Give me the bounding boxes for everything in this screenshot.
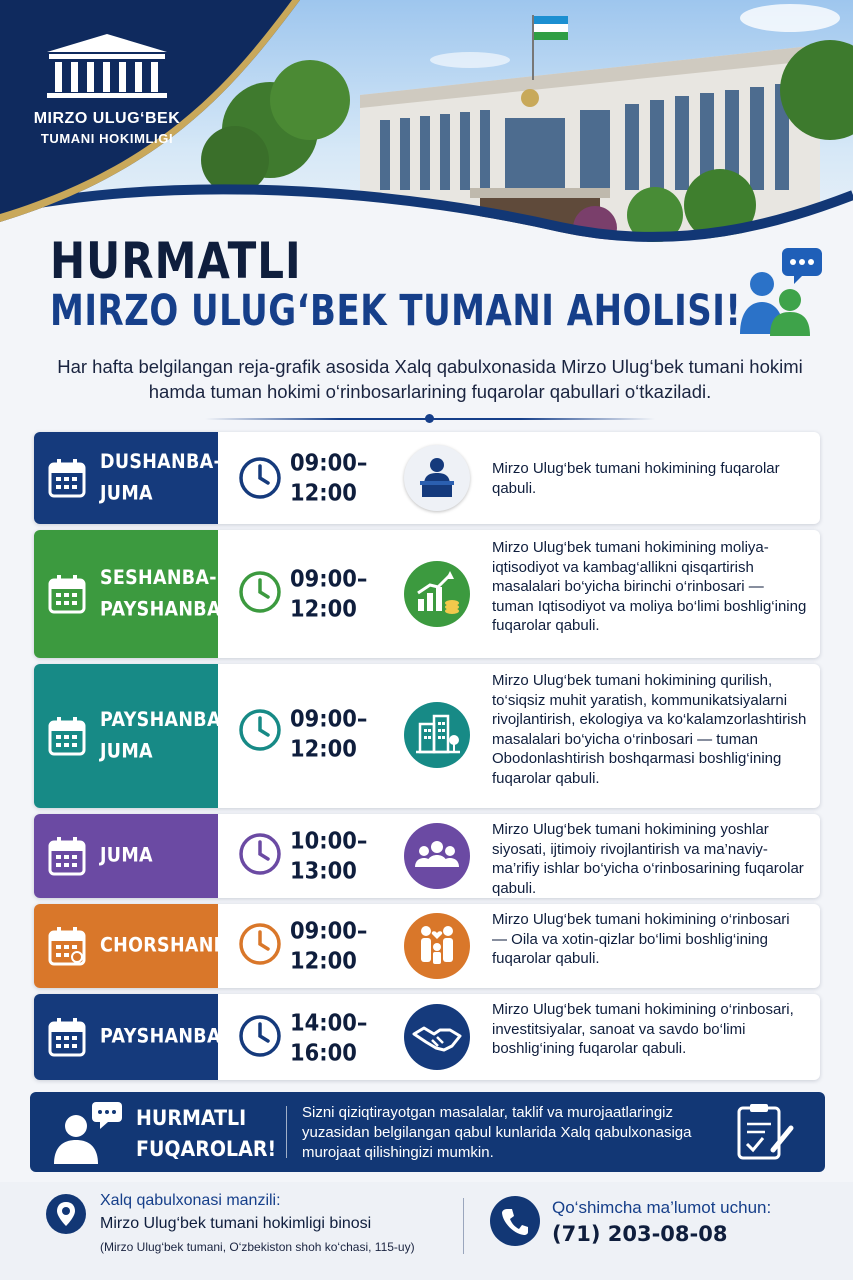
address-text: Mirzo Ulug‘bek tumani hokimligi binosi	[100, 1215, 372, 1232]
reception-description: Mirzo Ulug‘bek tumani hokimining fuqarolar qabuli.	[492, 460, 780, 497]
reception-description: Mirzo Ulug‘bek tumani hokimining moliya-iqtisodiyot va kambag‘allikni qisqartirish masalalari bo‘yicha birinchi o‘rinbosari — tuman Iqtisodiyot va moliya bo‘limi boshlig‘ining fuqarolar qabuli.	[492, 539, 807, 634]
time-label: 09:00– 12:00	[290, 449, 368, 507]
location-pin-icon	[46, 1194, 86, 1234]
calendar-icon	[48, 926, 86, 966]
notice-separator	[286, 1106, 287, 1158]
clock-icon	[238, 922, 282, 966]
handshake-icon	[404, 1004, 470, 1070]
notice-banner	[30, 1092, 825, 1172]
calendar-icon	[48, 1017, 86, 1057]
day-box	[34, 530, 221, 658]
address-label: Xalq qabulxonasi manzili:	[100, 1192, 281, 1209]
phone-icon	[490, 1196, 540, 1246]
calendar-icon	[48, 574, 86, 614]
time-label: 14:00– 16:00	[290, 1009, 368, 1067]
schedule-row	[34, 530, 820, 658]
clock-icon	[238, 1014, 282, 1058]
day-box	[34, 994, 221, 1080]
people-chat-icon	[738, 246, 828, 338]
day-box	[34, 814, 218, 898]
page-title-line2: MIRZO ULUG‘BEK TUMANI AHOLISI!	[50, 286, 742, 336]
speaking-person-icon	[52, 1102, 128, 1164]
calendar-icon	[48, 458, 86, 498]
calendar-icon	[48, 716, 86, 756]
family-icon	[404, 913, 470, 979]
clock-icon	[238, 570, 282, 614]
reception-description: Mirzo Ulug‘bek tumani hokimining o‘rinbosari — Oila va xotin-qizlar bo‘limi boshlig‘ining fuqarolar qabuli.	[492, 911, 790, 967]
time-label: 09:00– 12:00	[290, 565, 368, 623]
intro-paragraph: Har hafta belgilangan reja-grafik asosida Xalq qabulxonasida Mirzo Ulug‘bek tumani hokimi hamda tuman hokimi o‘rinbosarlarining fuqarolar qabullari o‘tkaziladi.	[57, 356, 803, 402]
schedule-row	[34, 432, 820, 524]
day-label: SESHANBA- PAYSHANBA	[100, 567, 221, 621]
clock-icon	[238, 708, 282, 752]
time-label: 09:00– 12:00	[290, 917, 368, 975]
address-detail: (Mirzo Ulug‘bek tumani, O‘zbekiston shoh ko‘chasi, 115-uy)	[100, 1240, 415, 1254]
footer	[0, 1182, 853, 1280]
clipboard-check-icon	[735, 1102, 805, 1162]
growth-chart-coins-icon	[404, 561, 470, 627]
notice-title: HURMATLI FUQAROLAR!	[136, 1106, 277, 1162]
official-at-podium-icon	[404, 445, 470, 511]
phone-number[interactable]: (71) 203-08-08	[552, 1222, 728, 1246]
day-label: PAYSHANBA- JUMA	[100, 709, 229, 763]
calendar-icon	[48, 836, 86, 876]
reception-description: Mirzo Ulug‘bek tumani hokimining yoshlar siyosati, ijtimoiy rivojlantirish va ma’naviy-ma’rifiy ishlar bo‘yicha o‘rinbosarining fuqarolar qabuli.	[492, 821, 804, 897]
day-box	[34, 904, 242, 988]
city-buildings-icon	[404, 702, 470, 768]
phone-label: Qo‘shimcha ma’lumot uchun:	[552, 1198, 772, 1217]
reception-description: Mirzo Ulug‘bek tumani hokimining o‘rinbosari, investitsiyalar, sanoat va savdo bo‘limi boshlig‘ining fuqarolar qabuli.	[492, 1001, 794, 1057]
schedule-row	[34, 664, 820, 808]
footer-separator	[463, 1198, 464, 1254]
org-name-line1: MIRZO ULUG‘BEK	[33, 110, 181, 127]
header-banner	[0, 0, 853, 250]
organization-logo	[22, 30, 192, 146]
day-label: CHORSHANBA	[100, 934, 242, 958]
schedule-row	[34, 904, 820, 988]
schedule-row	[34, 994, 820, 1080]
day-label: JUMA	[100, 844, 153, 868]
clock-icon	[238, 456, 282, 500]
time-label: 10:00– 13:00	[290, 827, 368, 885]
page-title-line1: HURMATLI	[50, 232, 302, 290]
columns-building-icon	[37, 30, 177, 100]
group-people-icon	[404, 823, 470, 889]
clock-icon	[238, 832, 282, 876]
notice-text: Sizni qiziqtirayotgan masalalar, taklif va murojaatlaringiz yuzasidan belgilangan qabul kunlarida Xalq qabulxonasiga murojaat qilishingizi mumkin.	[302, 1104, 692, 1161]
day-box	[34, 664, 229, 808]
day-label: PAYSHANBA	[100, 1025, 221, 1049]
time-label: 09:00– 12:00	[290, 705, 368, 763]
org-name-line2: TUMANI HOKIMLIGI	[40, 131, 174, 146]
divider-dot	[425, 414, 434, 423]
day-box	[34, 432, 222, 524]
reception-description: Mirzo Ulug‘bek tumani hokimining qurilish, to‘siqsiz muhit yaratish, kommunikatsiyalarni rivojlantirish, ekologiya va ko‘kalamzorlashtirish masalalari bo‘yicha o‘rinbosari — tuman Obodonlashtirish boshqarmasi boshlig‘ining fuqarolar qabuli.	[492, 672, 807, 787]
day-label: DUSHANBA- JUMA	[100, 451, 222, 505]
schedule-row	[34, 814, 820, 898]
